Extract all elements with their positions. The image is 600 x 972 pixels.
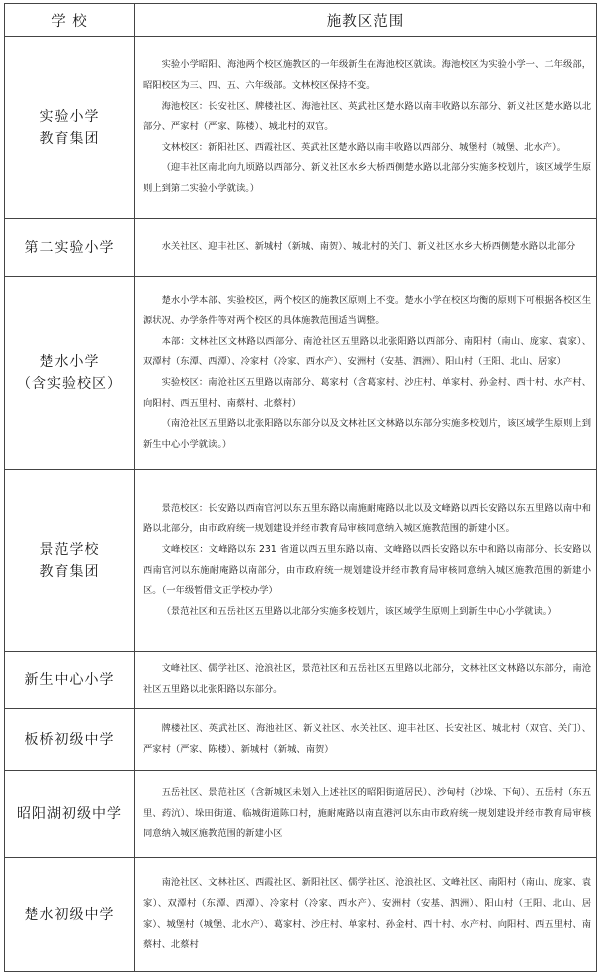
school-name-line: 昭阳湖初级中学	[17, 806, 122, 822]
school-name-cell	[5, 37, 135, 219]
school-name-line: 实验小学	[39, 108, 100, 125]
school-name-cell	[5, 709, 135, 771]
area-paragraph: 文峰校区：文峰路以东 231 省道以西五里东路以南、文峰路以西长安路以东中和路以南部分、长安路以西南官河以东施耐庵路以南部分，由市政府统一规划建设并经市教育局审核同意纳入城区施教范围的新建小区。（一年级暂借文正学校办学）	[143, 543, 591, 597]
district-area-cell	[135, 652, 597, 709]
school-name-line: 教育集团	[39, 130, 100, 147]
table-row	[5, 771, 597, 858]
area-paragraph: 实验小学昭阳、海池两个校区施教区的一年级新生在海池校区就读。海池校区为实验小学一、二年级部，昭阳校区为三、四、五、六年级部。文林校区保持不变。	[143, 59, 591, 92]
district-area-cell	[135, 771, 597, 858]
school-district-table	[4, 3, 597, 972]
table-body	[5, 37, 597, 972]
district-area-cell	[135, 858, 597, 972]
area-paragraph: 五岳社区、景范社区（含新城区未划入上述社区的昭阳街道居民）、沙甸村（沙垛、下甸）、五岳村（东五里、药沆）、垛田街道、临城街道陈口村，施耐庵路以南直港河以东由市政府统一规划建设并经市教育局审核同意纳入城区施教范围的新建小区	[143, 787, 591, 840]
school-name-cell	[5, 470, 135, 652]
area-paragraph: 牌楼社区、英武社区、海池社区、新义社区、水关社区、迎丰社区、长安社区、城北村（双官、关门）、严家村（严家、陈楼）、新城村（新城、南贺）	[143, 722, 591, 755]
school-name-line: 楚水初级中学	[24, 906, 115, 923]
table-row	[5, 37, 597, 219]
school-name-cell	[5, 858, 135, 972]
school-name-line: 新生中心小学	[24, 672, 115, 688]
area-paragraph: 文林校区：新阳社区、西霞社区、英武社区楚水路以南丰收路以西部分、城堡村（城堡、北水产）。	[161, 141, 567, 153]
school-name-line: 第二实验小学	[24, 239, 115, 256]
school-name-line: （含实验校区）	[17, 376, 122, 392]
school-name-cell	[5, 652, 135, 709]
school-name-line: 教育集团	[39, 563, 100, 580]
district-area-cell	[135, 470, 597, 652]
area-paragraph: 文峰社区、儒学社区、沧浪社区，景范社区和五岳社区五里路以北部分，文林社区文林路以东部分，南沧社区五里路以北张阳路以东部分。	[143, 663, 591, 695]
table-row	[5, 652, 597, 709]
header-school: 学 校	[5, 4, 135, 37]
district-area-cell	[135, 219, 597, 277]
school-name-line: 景范学校	[39, 541, 100, 558]
school-name-line: 楚水小学	[39, 354, 100, 370]
area-paragraph: （景范社区和五岳社区五里路以北部分实施多校划片，该区域学生原则上到新生中心小学就读。）	[161, 605, 557, 617]
table-row	[5, 219, 597, 277]
school-name-cell	[5, 277, 135, 470]
area-paragraph: 楚水小学本部、实验校区，两个校区的施教区原则上不变。楚水小学在校区均衡的原则下可根据各校区生源状况、办学条件等对两个校区的具体施教范围适当调整。	[143, 294, 591, 327]
area-paragraph: 景范校区：长安路以西南官河以东五里东路以南施耐庵路以北以及文峰路以西长安路以东五里路以南中和路以北部分，由市政府统一规划建设并经市教育局审核同意纳入城区施教范围的新建小区。	[143, 502, 591, 535]
area-paragraph: （迎丰社区南北向九顷路以西部分、新义社区水乡大桥西侧楚水路以北部分实施多校划片，该区域学生原则上到第二实验小学就读。）	[143, 162, 591, 194]
district-area-cell	[135, 277, 597, 470]
school-name-cell	[5, 771, 135, 858]
table-header-row	[5, 4, 597, 37]
area-paragraph: 实验校区：南沧社区五里路以南部分、葛家村（含葛家村、沙庄村、单家村、孙金村、西十村、水产村、向阳村、西五里村、南蔡村、北蔡村）	[143, 377, 591, 409]
table-row	[5, 470, 597, 652]
area-paragraph: 水关社区、迎丰社区、新城村（新城、南贺）、城北村的关门、新义社区水乡大桥西侧楚水路以北部分	[161, 241, 576, 253]
header-area: 施教区范围	[135, 4, 597, 37]
area-paragraph: 海池校区：长安社区、牌楼社区、海池社区、英武社区楚水路以南丰收路以东部分、新义社区楚水路以北部分、严家村（严家、陈楼）、城北村的双官。	[143, 100, 591, 133]
table-row	[5, 709, 597, 771]
area-paragraph: 本部：文林社区文林路以西部分、南沧社区五里路以北张阳路以西部分、南阳村（南山、庞家、袁家）、双潭村（东潭、西潭）、冷家村（冷家、西水产）、安洲村（安基、泗洲）、阳山村（王阳、北山、居家）	[143, 335, 591, 368]
area-paragraph: （南沧社区五里路以北张阳路以东部分以及文林社区文林路以东部分实施多校划片，该区域学生原则上到新生中心小学就读。）	[143, 418, 591, 450]
table-row	[5, 277, 597, 470]
district-area-cell	[135, 37, 597, 219]
district-area-cell	[135, 709, 597, 771]
school-name-cell	[5, 219, 135, 277]
table-row	[5, 858, 597, 972]
school-name-line: 板桥初级中学	[24, 731, 115, 748]
area-paragraph: 南沧社区、文林社区、西霞社区、新阳社区、儒学社区、沧浪社区、文峰社区、南阳村（南山、庞家、袁家）、双潭村（东潭、西潭）、冷家村（冷家、西水产）、安洲村（安基、泗洲）、阳山村（王阳、北山、居家）、城堡村（城堡、北水产）、葛家村、沙庄村、单家村、孙金村、西十村、水产村、向阳村、西五里村、南蔡村、北蔡村	[143, 877, 591, 951]
